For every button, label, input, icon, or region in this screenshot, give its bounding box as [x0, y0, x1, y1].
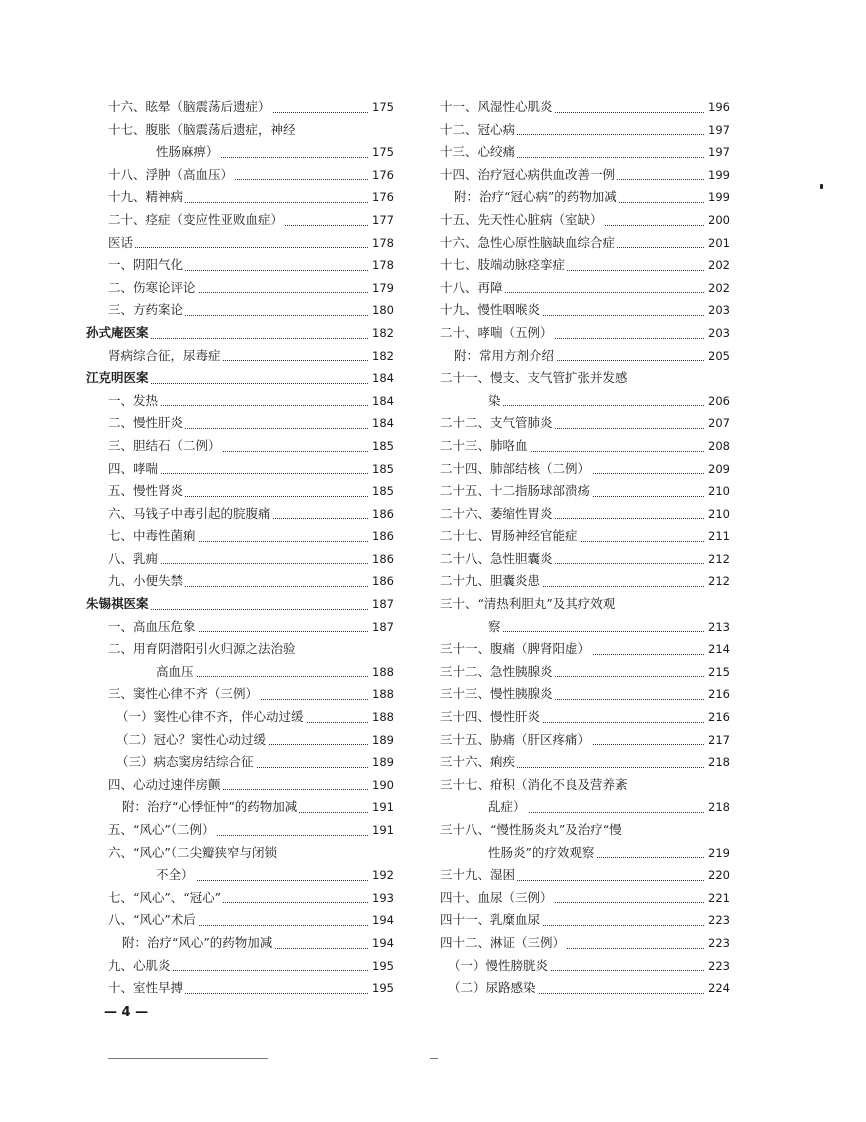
toc-entry	[108, 164, 394, 187]
toc-entry	[86, 322, 394, 345]
toc-entry-title: 附：常用方剂介绍	[454, 347, 555, 363]
toc-entry-title: 三十一、腹痛（脾肾阳虚）	[440, 641, 591, 657]
toc-entry-title: 二十二、支气管肺炎	[440, 415, 553, 431]
toc-entry	[108, 977, 394, 1000]
toc-entry	[440, 96, 730, 119]
toc-entry	[108, 480, 394, 503]
toc-entry-page: 184	[370, 412, 394, 435]
toc-entry-page: 186	[370, 570, 394, 593]
toc-entry-page: 190	[370, 774, 394, 797]
toc-entry-page: 205	[706, 345, 730, 368]
toc-entry-page: 186	[370, 548, 394, 571]
toc-entry-page: 216	[706, 683, 730, 706]
toc-entry-title: 不全）	[156, 867, 194, 883]
scan-line	[430, 1058, 438, 1059]
toc-entry-page: 182	[370, 345, 394, 368]
toc-entry	[108, 842, 394, 865]
toc-entry-title: 江克明医案	[86, 370, 149, 386]
toc-entry	[108, 277, 394, 300]
toc-entry	[440, 616, 730, 639]
toc-entry-title: 四、心动过速伴房颤	[108, 776, 221, 792]
toc-entry-title: （一）窦性心律不齐，伴心动过缓	[116, 709, 304, 725]
toc-entry-title: 十、室性早搏	[108, 980, 184, 996]
toc-entry-title: 四、哮喘	[108, 460, 159, 476]
toc-entry-page: 214	[706, 638, 730, 661]
toc-entry	[440, 345, 730, 368]
toc-entry-page: 192	[370, 864, 394, 887]
toc-entry-page: 200	[706, 209, 730, 232]
toc-entry-title: 十七、肢端动脉痉挛症	[440, 257, 566, 273]
toc-entry-title: （二）尿路感染	[448, 980, 536, 996]
toc-entry	[108, 254, 394, 277]
toc-entry	[108, 548, 394, 571]
toc-entry-title: 十四、治疗冠心病供血改善一例	[440, 166, 616, 182]
toc-entry	[440, 909, 730, 932]
toc-entry-title: 三、方药案论	[108, 302, 184, 318]
toc-entry	[440, 299, 730, 322]
toc-entry-title: 二、伤寒论评论	[108, 279, 196, 295]
toc-entry-title: 察	[488, 618, 501, 634]
toc-entry	[108, 412, 394, 435]
toc-entry	[440, 480, 730, 503]
toc-entry	[440, 887, 730, 910]
toc-entry	[440, 322, 730, 345]
toc-entry-title: （二）冠心？窦性心动过缓	[116, 731, 267, 747]
toc-entry	[440, 186, 730, 209]
toc-entry	[440, 119, 730, 142]
toc-entry	[108, 141, 394, 164]
toc-entry	[108, 932, 394, 955]
toc-entry-title: 三、胆结石（二例）	[108, 437, 221, 453]
toc-entry-page: 187	[370, 593, 394, 616]
toc-entry	[86, 367, 394, 390]
dot-leader	[108, 247, 368, 248]
toc-entry-title: 二十七、胃肠神经官能症	[440, 528, 578, 544]
toc-entry-title: 附：治疗“风心”的药物加减	[122, 934, 273, 950]
toc-entry-page: 191	[370, 819, 394, 842]
toc-entry-page: 178	[370, 254, 394, 277]
toc-entry-page: 207	[706, 412, 730, 435]
toc-entry-title: 四十一、乳糜血尿	[440, 912, 541, 928]
toc-entry-title: 三十六、痢疾	[440, 754, 516, 770]
toc-entry-page: 209	[706, 458, 730, 481]
toc-entry	[440, 367, 730, 390]
toc-entry	[108, 435, 394, 458]
toc-entry	[108, 909, 394, 932]
toc-entry-page: 184	[370, 367, 394, 390]
toc-entry-page: 188	[370, 683, 394, 706]
toc-entry-page: 208	[706, 435, 730, 458]
toc-entry	[108, 729, 394, 752]
toc-entry-page: 189	[370, 729, 394, 752]
toc-entry-title: 二十六、萎缩性胃炎	[440, 505, 553, 521]
toc-entry	[108, 887, 394, 910]
toc-entry-title: 二十九、胆囊炎患	[440, 573, 541, 589]
toc-entry	[440, 729, 730, 752]
toc-entry	[108, 774, 394, 797]
toc-entry-page: 206	[706, 390, 730, 413]
toc-entry	[108, 570, 394, 593]
toc-entry-title: 三十七、疳积（消化不良及营养紊	[440, 776, 628, 792]
toc-entry	[440, 977, 730, 1000]
toc-entry	[108, 683, 394, 706]
toc-entry	[440, 842, 730, 865]
toc-entry-title: 一、发热	[108, 392, 159, 408]
toc-entry-title: 二十八、急性胆囊炎	[440, 550, 553, 566]
toc-entry-title: 四十二、淋证（三例）	[440, 934, 566, 950]
toc-entry-title: 附：治疗“心悸怔忡”的药物加减	[122, 799, 298, 815]
toc-entry-page: 210	[706, 503, 730, 526]
toc-entry-page: 194	[370, 932, 394, 955]
toc-entry	[440, 683, 730, 706]
toc-entry-title: 二、用育阴潜阳引火归源之法治验	[108, 641, 296, 657]
toc-entry-title: 染	[488, 392, 501, 408]
toc-entry-page: 223	[706, 955, 730, 978]
toc-entry-title: 十九、慢性咽喉炎	[440, 302, 541, 318]
toc-entry-page: 212	[706, 570, 730, 593]
toc-entry	[108, 616, 394, 639]
toc-entry	[440, 254, 730, 277]
dot-leader	[488, 631, 704, 632]
toc-entry-title: 孙式庵医案	[86, 324, 149, 340]
toc-entry	[108, 955, 394, 978]
toc-entry-page: 175	[370, 96, 394, 119]
toc-entry	[108, 706, 394, 729]
toc-entry-page: 221	[706, 887, 730, 910]
toc-entry	[440, 548, 730, 571]
toc-entry-title: 肾病综合征，尿毒症	[108, 347, 221, 363]
toc-entry-title: 五、慢性肾炎	[108, 483, 184, 499]
toc-entry-page: 185	[370, 458, 394, 481]
toc-entry-page: 203	[706, 299, 730, 322]
toc-entry-title: 三十五、胁痛（肝区疼痛）	[440, 731, 591, 747]
toc-entry-page: 202	[706, 277, 730, 300]
toc-entry-page: 223	[706, 909, 730, 932]
toc-entry	[440, 232, 730, 255]
toc-entry	[440, 864, 730, 887]
toc-entry-page: 220	[706, 864, 730, 887]
toc-entry-title: 九、心肌炎	[108, 957, 171, 973]
toc-entry-page: 193	[370, 887, 394, 910]
toc-entry	[440, 819, 730, 842]
toc-entry-page: 201	[706, 232, 730, 255]
toc-entry-page: 176	[370, 164, 394, 187]
toc-entry	[108, 345, 394, 368]
toc-entry-page: 185	[370, 435, 394, 458]
toc-entry-title: 七、“风心”、“冠心”	[108, 889, 222, 905]
toc-entry-page: 203	[706, 322, 730, 345]
toc-entry-page: 185	[370, 480, 394, 503]
toc-entry-title: 二、慢性肝炎	[108, 415, 184, 431]
toc-entry-page: 188	[370, 661, 394, 684]
toc-entry-page: 188	[370, 706, 394, 729]
toc-entry	[108, 119, 394, 142]
toc-entry	[440, 390, 730, 413]
toc-entry	[440, 412, 730, 435]
toc-entry-page: 213	[706, 616, 730, 639]
toc-entry-page: 224	[706, 977, 730, 1000]
toc-entry-page: 182	[370, 322, 394, 345]
toc-entry-page: 210	[706, 480, 730, 503]
toc-entry-title: 十六、眩晕（脑震荡后遗症）	[108, 99, 271, 114]
toc-entry-page: 217	[706, 729, 730, 752]
toc-entry-title: 二十、哮喘（五例）	[440, 324, 553, 340]
toc-entry	[440, 503, 730, 526]
toc-entry-page: 195	[370, 977, 394, 1000]
toc-entry-page: 191	[370, 796, 394, 819]
toc-entry-page: 180	[370, 299, 394, 322]
toc-entry-page: 216	[706, 706, 730, 729]
toc-entry	[440, 593, 730, 616]
toc-entry-page: 218	[706, 796, 730, 819]
toc-entry-title: 三十二、急性胰腺炎	[440, 663, 553, 679]
toc-entry	[440, 661, 730, 684]
toc-entry	[86, 593, 394, 616]
toc-entry-title: 七、中毒性菌痢	[108, 528, 196, 544]
toc-entry-title: 九、小便失禁	[108, 573, 184, 589]
toc-entry-page: 218	[706, 751, 730, 774]
toc-entry	[108, 525, 394, 548]
scan-speck	[820, 184, 823, 189]
page-number: — 4 —	[104, 1005, 149, 1020]
toc-entry-title: 三十四、慢性肝炎	[440, 709, 541, 725]
toc-entry-title: 附：治疗“冠心病”的药物加减	[454, 189, 617, 205]
toc-entry-page: 186	[370, 525, 394, 548]
toc-entry-title: 十九、精神病	[108, 189, 184, 205]
toc-entry	[108, 209, 394, 232]
toc-entry-title: 四十、血尿（三例）	[440, 889, 553, 905]
toc-entry	[440, 277, 730, 300]
toc-entry-page: 215	[706, 661, 730, 684]
toc-entry-title: 性肠麻痹）	[156, 144, 219, 160]
toc-entry-title: 十六、急性心原性脑缺血综合症	[440, 234, 616, 250]
toc-entry-title: 医话	[108, 234, 134, 250]
toc-entry	[440, 209, 730, 232]
toc-entry	[440, 638, 730, 661]
toc-entry	[440, 706, 730, 729]
toc-entry-title: 三十三、慢性胰腺炎	[440, 686, 553, 702]
toc-entry-page: 178	[370, 232, 394, 255]
toc-entry-title: 六、马钱子中毒引起的脘腹痛	[108, 505, 271, 521]
toc-entry-page: 187	[370, 616, 394, 639]
toc-entry-page: 223	[706, 932, 730, 955]
toc-entry-title: 五、“风心”（二例）	[108, 822, 215, 837]
toc-entry-page: 179	[370, 277, 394, 300]
toc-entry-title: 一、阴阳气化	[108, 257, 184, 273]
toc-entry-page: 219	[706, 842, 730, 865]
toc-entry-title: 八、“风心”术后	[108, 912, 196, 928]
toc-entry-page: 212	[706, 548, 730, 571]
toc-entry	[440, 932, 730, 955]
toc-entry-page: 184	[370, 390, 394, 413]
toc-entry-title: 十七、腹胀（脑震荡后遗症，神经	[108, 121, 296, 137]
toc-entry-page: 195	[370, 955, 394, 978]
toc-entry-title: 二十五、十二指肠球部溃疡	[440, 483, 591, 499]
toc-entry	[108, 751, 394, 774]
toc-entry-title: 十八、浮肿（高血压）	[108, 166, 234, 182]
toc-entry	[108, 96, 394, 119]
toc-entry-title: 十一、风湿性心肌炎	[440, 99, 553, 114]
toc-entry-title: （三）病态窦房结综合征	[116, 754, 254, 770]
toc-entry	[440, 164, 730, 187]
toc-entry	[440, 435, 730, 458]
toc-entry	[108, 864, 394, 887]
toc-entry-title: 八、乳痈	[108, 550, 159, 566]
toc-entry-title: 乱症）	[488, 799, 526, 815]
toc-entry-title: 二十一、慢支、支气管扩张并发感	[440, 370, 628, 386]
toc-entry	[108, 638, 394, 661]
toc-entry-title: 十五、先天性心脏病（室缺）	[440, 211, 603, 227]
toc-entry-title: 十二、冠心病	[440, 121, 516, 137]
toc-entry-title: 二十、痉症（变应性亚败血症）	[108, 211, 284, 227]
toc-entry-page: 186	[370, 503, 394, 526]
toc-column-right	[440, 96, 730, 1000]
toc-entry-page: 199	[706, 186, 730, 209]
toc-entry-title: 十八、再障	[440, 279, 503, 295]
toc-entry	[108, 819, 394, 842]
toc-entry-page: 175	[370, 141, 394, 164]
toc-entry-page: 202	[706, 254, 730, 277]
toc-entry-title: 六、“风心”（二尖瓣狭窄与闭锁	[108, 844, 278, 860]
toc-entry-title: 三十九、湿困	[440, 867, 516, 883]
toc-entry	[108, 299, 394, 322]
toc-entry-title: 三、窦性心律不齐（三例）	[108, 686, 259, 702]
toc-entry	[440, 458, 730, 481]
scan-line	[108, 1058, 268, 1059]
toc-entry	[440, 774, 730, 797]
toc-entry-title: 二十三、肺咯血	[440, 437, 528, 453]
toc-entry-title: 二十四、肺部结核（二例）	[440, 460, 591, 476]
toc-entry	[108, 458, 394, 481]
toc-entry-page: 176	[370, 186, 394, 209]
toc-entry-page: 194	[370, 909, 394, 932]
toc-entry-page: 177	[370, 209, 394, 232]
toc-entry-page: 199	[706, 164, 730, 187]
toc-entry	[440, 796, 730, 819]
toc-entry	[108, 186, 394, 209]
toc-entry-title: 朱锡祺医案	[86, 596, 149, 612]
toc-entry	[108, 796, 394, 819]
toc-entry-page: 196	[706, 96, 730, 119]
toc-entry-page: 211	[706, 525, 730, 548]
toc-entry	[108, 503, 394, 526]
toc-entry-page: 197	[706, 119, 730, 142]
toc-entry	[108, 232, 394, 255]
dot-leader	[488, 405, 704, 406]
toc-entry	[440, 525, 730, 548]
toc-entry-title: 三十、“清热利胆丸”及其疗效观	[440, 596, 616, 612]
toc-entry	[440, 751, 730, 774]
toc-entry-page: 189	[370, 751, 394, 774]
toc-entry-title: 十三、心绞痛	[440, 144, 516, 160]
toc-entry-title: 三十八、“慢性肠炎丸”及治疗“慢	[440, 822, 622, 837]
toc-entry	[108, 390, 394, 413]
toc-entry	[108, 661, 394, 684]
toc-entry-title: 性肠炎”的疗效观察	[488, 844, 595, 860]
toc-entry	[440, 141, 730, 164]
toc-entry-title: （一）慢性膀胱炎	[448, 957, 549, 973]
toc-entry-page: 197	[706, 141, 730, 164]
toc-entry	[440, 570, 730, 593]
toc-entry	[440, 955, 730, 978]
toc-entry-title: 一、高血压危象	[108, 618, 196, 634]
toc-entry-title: 高血压	[156, 663, 194, 679]
toc-column-left	[86, 96, 394, 1000]
